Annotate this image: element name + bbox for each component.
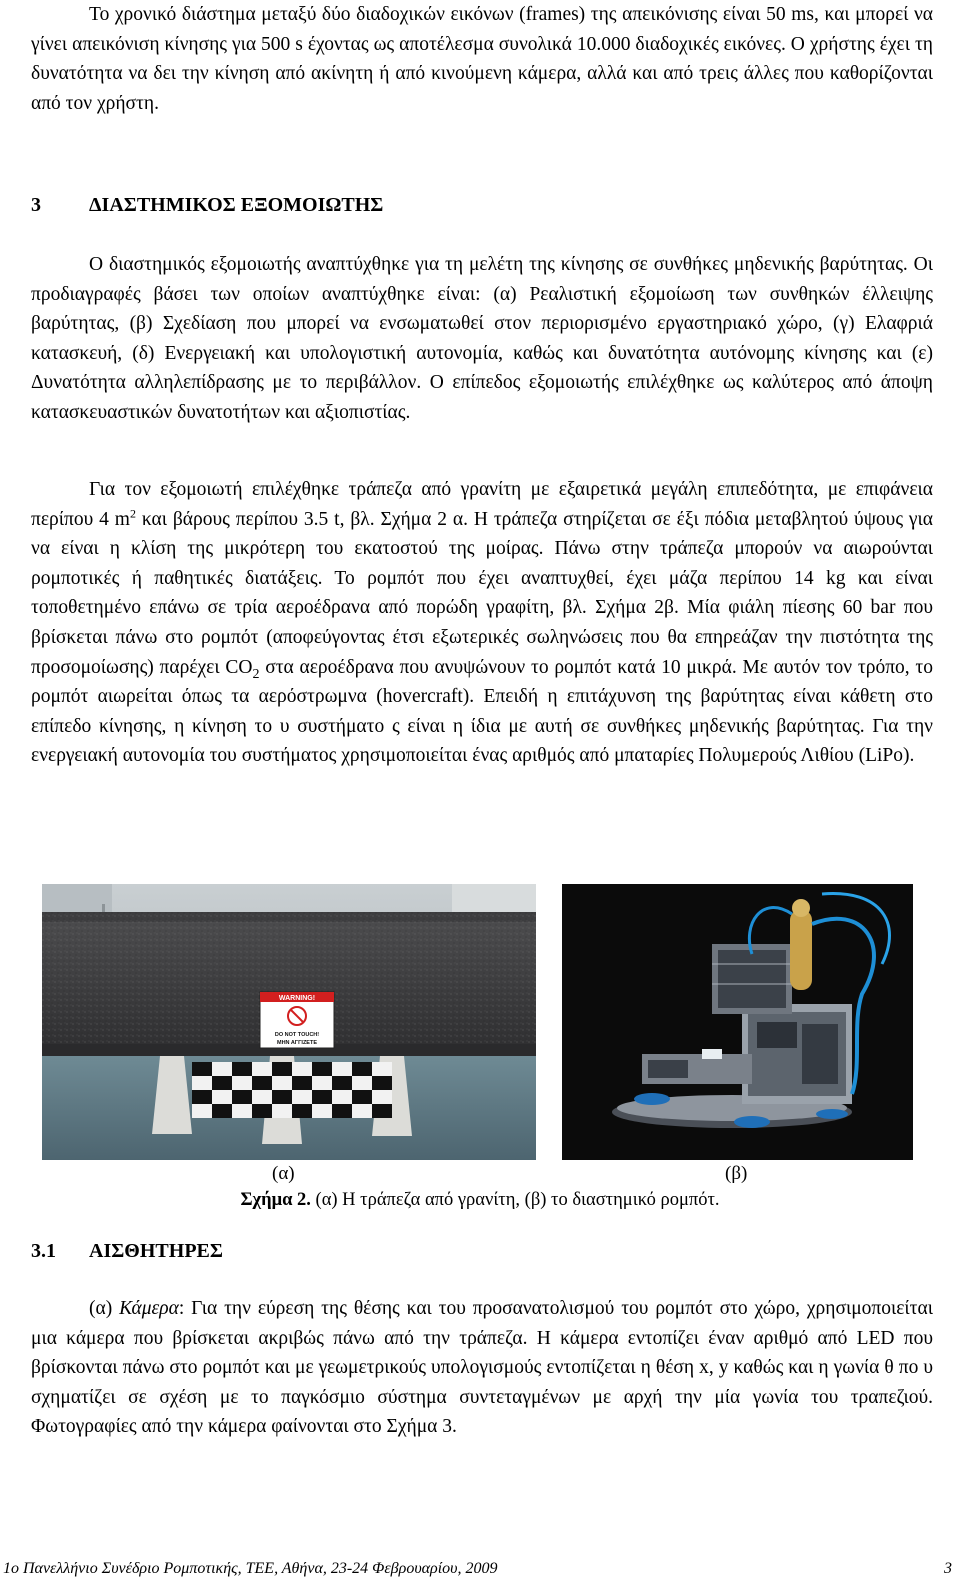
section-3-title: ΔΙΑΣΤΗΜΙΚΟΣ ΕΞΟΜΟΙΩΤΗΣ — [89, 194, 384, 216]
camera-text: : Για την εύρεση της θέσης και του προσανατολισμού του ρομπότ στο χώρο, χρησιμοποιείται μια κάμερα που βρίσκεται ακριβώς πάνω από την τράπεζα. Η κάμερα εντοπίζει έναν αριθμό από LED που βρίσκονται πάνω στο ρομπότ και με γεωμετρικούς υπολογισμούς εντοπίζεται η θέση x, y καθώς και η γωνία θ πο υ σχηματίζει σε σχέση με το παγκόσμιο σύστημα συντεταγμένων με αρχή την μία γωνία του τραπεζιού. Φωτογραφίες από την κάμερα φαίνονται στο Σχήμα 3. — [31, 1298, 933, 1438]
granite-table-illustration — [42, 884, 536, 1160]
camera-term: Κάμερα — [119, 1298, 179, 1319]
granite-table-paragraph — [31, 475, 933, 771]
co2-subscript: 2 — [252, 666, 260, 682]
granite-text-b: και βάρους περίπου 3.5 t, βλ. Σχήμα 2 α. Η τράπεζα στηρίζεται σε έξι πόδια μεταβλητού ύψους για να είναι η κλίση της μικρότερη του εκατοστού της μοίρας. Πάνω στην τράπεζα μπορούν να αιωρούνται ρομποτικές ή παθητικές διατάξεις. Το ρομπότ που έχει αναπτυχθεί, έχει μάζα περίπου 14 kg και είναι τοποθετημένο επάνω σε τρία αεροέδρανα από πορώδη γραφίτη, βλ. Σχήμα 2β. Μία φιάλη πίεσης 60 bar που βρίσκεται πάνω στο ρομπότ (αποφεύγοντας έτσι εξωτερικές σωληνώσεις που θα επηρεάζαν την πιστότητα της προσομοίωσης) παρέχει CO — [31, 508, 934, 678]
conference-footer: 1ο Πανελλήνιο Συνέδριο Ρομποτικής, ΤΕΕ, Αθήνα, 23-24 Φεβρουαρίου, 2009 — [3, 1560, 498, 1577]
figure-2-caption — [0, 1190, 960, 1211]
space-robot-photo — [562, 884, 913, 1160]
simulator-intro-paragraph: Ο διαστημικός εξομοιωτής αναπτύχθηκε για τη μελέτη της κίνησης σε συνθήκες μηδενικής βαρύτητας. Οι προδιαγραφές βάσει των οποίων αναπτύχθηκε είναι: (α) Ρεαλιστική εξομοίωση των συνθηκών έλλειψης βαρύτητας, (β) Σχεδίαση που μπορεί να ενσωματωθεί στον περιορισμένο εργαστηριακό χώρο, (γ) Ελαφριά κατασκευή, (δ) Ενεργειακή και υπολογιστική αυτονομία, καθώς και δυνατότητα αυτόνομης κίνησης και (ε) Δυνατότητα αλληλεπίδρασης με το περιβάλλον. Ο επίπεδος εξομοιωτής επιλέχθηκε ως καλύτερος από άποψη κατασκευαστικών δυνατοτήτων και αξιοπιστίας. — [31, 254, 933, 423]
intro-paragraph: Το χρονικό διάστημα μεταξύ δύο διαδοχικών εικόνων (frames) της απεικόνισης είναι 50 ms, και μπορεί να γίνει απεικόνιση κίνησης για 500 s έχοντας ως αποτέλεσμα συνολικά 10.000 διαδοχικές εικόνες. Ο χρήστης έχει τη δυνατότητα να δει την κίνηση από ακίνητη ή από κινούμενη κάμερα, αλλά και από τρεις άλλες που καθορίζονται από τον χρήστη. — [31, 4, 933, 114]
granite-text-c: στα αεροέδρανα που ανυψώνουν το ρομπότ κατά 10 μικρά. Με αυτόν τον τρόπο, το ρομπότ αιωρείται όπως τα αερόστρωμνα (hovercraft). Επειδή η επιτάχυνση της βαρύτητας είναι κάθετη στο επίπεδο κίνησης, η κίνηση το υ συστήματο ς είναι η ίδια με αυτή σε συνθήκες μηδενικής βαρύτητας. Για την ενεργειακή αυτονομία του συστήματος χρησιμοποιείται ένας αριθμός από μπαταρίες Πολυμερούς Λιθίου (LiPo). — [31, 656, 933, 767]
section-3-number: 3 — [31, 194, 41, 216]
granite-table-photo — [42, 884, 536, 1160]
sign-do-not-touch-text: DO NOT TOUCH! — [274, 1032, 320, 1038]
section-3-1-title: ΑΙΣΘΗΤΗΡΕΣ — [89, 1240, 223, 1262]
caption-text: (α) Η τράπεζα από γρανίτη, (β) το διαστημικό ρομπότ. — [310, 1190, 720, 1210]
warning-sign — [260, 992, 334, 1048]
section-3-1-heading — [31, 1240, 223, 1263]
space-robot-illustration — [562, 884, 913, 1160]
camera-prefix: (α) — [89, 1298, 120, 1319]
sign-warning-text: WARNING! — [278, 995, 316, 1002]
figure-label-a: (α) — [272, 1163, 295, 1184]
page-number: 3 — [944, 1560, 952, 1577]
figure-label-b: (β) — [725, 1163, 748, 1184]
caption-label: Σχήμα 2. — [240, 1190, 311, 1210]
sign-greek-text: ΜΗΝ ΑΓΓΙΖΕΤΕ — [276, 1040, 318, 1046]
section-3-heading — [31, 194, 383, 217]
section-3-1-number: 3.1 — [31, 1240, 56, 1262]
camera-paragraph — [31, 1294, 933, 1442]
area-exponent: 2 — [129, 506, 136, 521]
granite-text-a: Για τον εξομοιωτή επιλέχθηκε τράπεζα από γρανίτη με εξαιρετικά μεγάλη επιπεδότητα, με επιφάνεια περίπου 4 m — [31, 479, 933, 530]
